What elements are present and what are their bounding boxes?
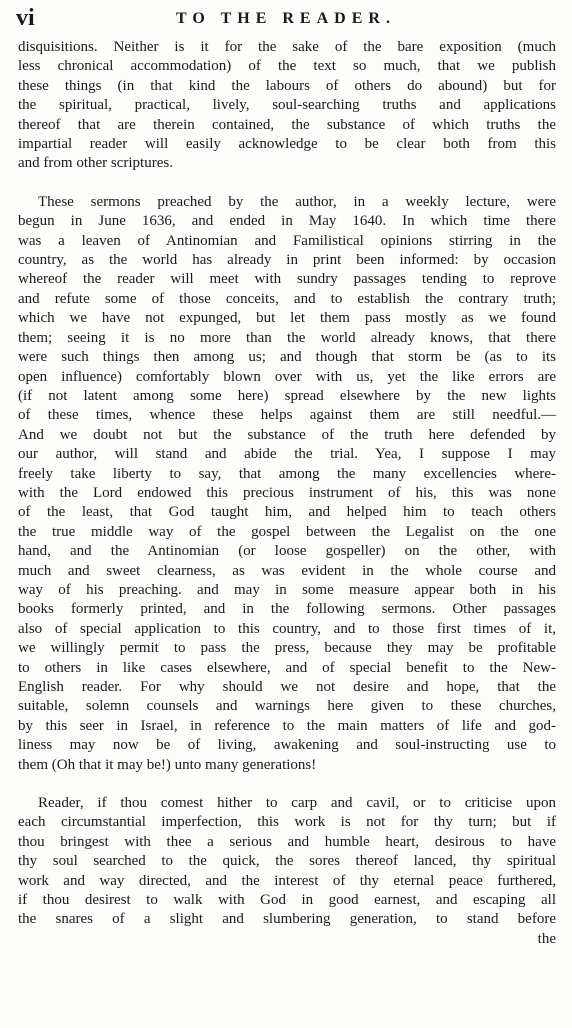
text-line: English reader. For why should we not desire and hope, that the	[18, 679, 556, 695]
text-line: country, as the world has already in print been informed: by occasion	[18, 252, 556, 269]
text-line: each circumstantial imperfection, this work is not for thy turn; but if	[18, 814, 556, 831]
text-line: thereof that are therein contained, the substance of which truths the	[18, 116, 556, 133]
text-line: and from other scriptures.	[18, 155, 173, 172]
text-line: and refute some of those conceits, and to establish the contrary truth;	[18, 290, 556, 307]
text-line: open influence) comfortably blown over with us, yet the like errors are	[18, 368, 556, 385]
text-line: And we doubt not but the substance of the truth here defended by	[18, 426, 556, 443]
text-line: we willingly permit to pass the press, because they may be profitable	[18, 640, 556, 657]
text-line: the spiritual, practical, lively, soul-searching truths and applications	[18, 97, 556, 114]
text-line: work and way directed, and the interest of thy eternal peace furthered,	[18, 872, 556, 889]
text-line: books formerly printed, and in the following sermons. Other passages	[18, 601, 556, 618]
text-line: which we have not expunged, but let them pass mostly as we found	[18, 310, 556, 327]
text-line: These sermons preached by the author, in a weekly lecture, were	[38, 193, 556, 210]
text-line: them (Oh that it may be!) unto many generations!	[18, 756, 317, 773]
text-line: way of his preaching. and may in some measure appear both in his	[18, 581, 556, 598]
text-line: thy soul searched to the quick, the sores thereof lanced, thy spiritual	[18, 853, 556, 870]
text-line: to others in like cases elsewhere, and of special benefit to the New-	[18, 659, 556, 676]
text-line: disquisitions. Neither is it for the sake of the bare exposition (much	[18, 39, 556, 55]
catchword: the	[537, 930, 556, 947]
text-line: was a leaven of Antinomian and Familistical opinions stirring in the	[18, 232, 556, 249]
paragraph-1	[18, 38, 556, 174]
text-line: by this seer in Israel, in reference to the main matters of life and god-	[18, 717, 556, 734]
running-head: TO THE READER.	[176, 10, 396, 27]
text-line: (if not latent among some here) spread elsewhere by the new lights	[18, 387, 556, 404]
text-line: if thou desirest to walk with God in good earnest, and escaping all	[18, 892, 556, 909]
text-line: less chronical accommodation) of the text so much, that we publish	[18, 58, 556, 75]
text-line: freely take liberty to say, that among the many excellencies where-	[18, 465, 556, 482]
text-line: much and sweet clearness, as was evident in the whole course and	[18, 562, 556, 579]
text-line: of the least, that God taught him, and helped him to teach others	[18, 504, 556, 521]
text-line: with the Lord endowed this precious instrument of his, this was none	[18, 484, 556, 501]
text-line: these things (in that kind the labours of others do abound) but for	[18, 77, 556, 94]
paragraph-3	[18, 794, 556, 930]
text-line: begun in June 1636, and ended in May 1640. In which time there	[18, 213, 556, 230]
text-line: whereof the reader will meet with sundry passages tending to reprove	[18, 271, 556, 288]
paragraph-2	[18, 193, 556, 775]
page-number: vi	[16, 5, 35, 31]
text-line: liness may now be of living, awakening and soul-instructing use to	[18, 737, 556, 754]
text-line: our author, will stand and abide the trial. Yea, I suppose I may	[18, 446, 556, 463]
text-line: impartial reader will easily acknowledge to be clear both from this	[18, 136, 556, 153]
paragraph-gap	[18, 174, 556, 193]
text-line: the snares of a slight and slumbering generation, to stand before	[18, 911, 556, 928]
text-line: thou bringest with thee a serious and humble heart, desirous to have	[18, 833, 556, 850]
page-body	[18, 38, 556, 949]
text-line: of these times, whence these helps against them are still needful.—	[18, 407, 556, 424]
text-line: also of special application to this country, and to those first times of it,	[18, 620, 556, 637]
text-line: were such things then among us; and though that storm be (as to its	[18, 349, 556, 366]
text-line: Reader, if thou comest hither to carp and cavil, or to criticise upon	[38, 795, 556, 812]
text-line: hand, and the Antinomian (or loose gospeller) on the other, with	[18, 543, 556, 560]
paragraph-gap	[18, 775, 556, 794]
text-line: the true middle way of the gospel between the Legalist on the one	[18, 523, 556, 540]
text-line: suitable, solemn counsels and warnings here given to these churches,	[18, 698, 556, 715]
page-header	[16, 4, 556, 32]
text-line: them; seeing it is no more than the world already knows, that there	[18, 329, 556, 346]
